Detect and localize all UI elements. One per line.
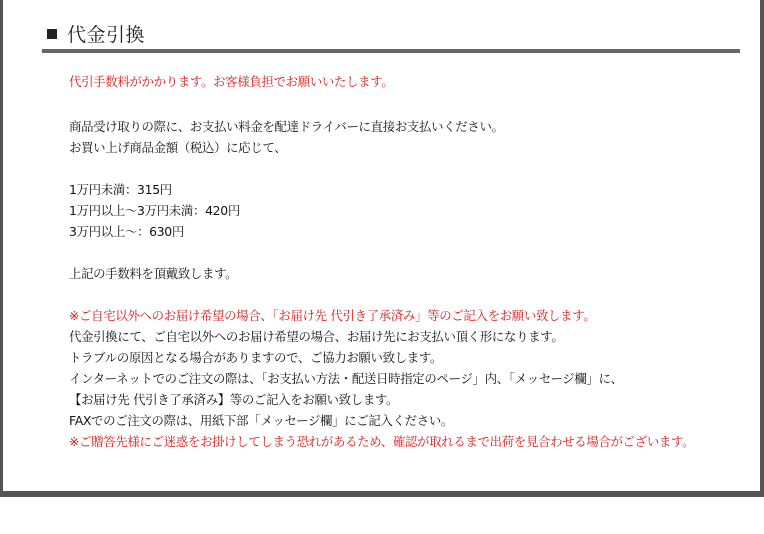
section-heading: [47, 18, 145, 48]
fee-footer: 上記の手数料を頂戴致します。: [69, 266, 238, 281]
spacer: [69, 284, 754, 305]
fee-notice: 代引手数料がかかります。お客様負担でお願いいたします。: [69, 74, 394, 89]
fee-item: 1万円以上〜3万円未満：420円: [69, 203, 240, 218]
other-address-line-4: 【お届け先 代引き了承済み】等のご記入をお願い致します。: [69, 392, 399, 407]
other-address-line-2: トラブルの原因となる場合がありますので、ご協力お願い致します。: [69, 350, 443, 365]
heading-divider: [42, 49, 740, 53]
other-address-line-3: インターネットでのご注文の際は、「お支払い方法・配送日時指定のページ」内、「メッセージ欄」に、: [69, 371, 623, 386]
fee-item: 1万円未満：315円: [69, 182, 172, 197]
other-address-warning: ※ご自宅以外へのお届け希望の場合、「お届け先 代引き了承済み」等のご記入をお願い致します。: [69, 308, 596, 323]
fee-item: 3万円以上〜：630円: [69, 224, 184, 239]
payment-line-2: お買い上げ商品金額（税込）に応じて、: [69, 140, 287, 155]
content-body: [69, 71, 754, 452]
spacer: [69, 158, 754, 179]
square-bullet-icon: [47, 29, 57, 39]
spacer: [69, 242, 754, 263]
section-title: 代金引換: [67, 23, 146, 46]
spacer: [69, 92, 754, 116]
other-address-line-5: FAXでのご注文の際は、用紙下部「メッセージ欄」にご記入ください。: [69, 413, 454, 428]
other-address-line-1: 代金引換にて、ご自宅以外へのお届け希望の場合、お届け先にお支払い頂く形になります。: [69, 329, 564, 344]
gift-warning: ※ご贈答先様にご迷惑をお掛けしてしまう恐れがあるため、確認が取れるまで出荷を見合わせる場合がございます。: [69, 434, 695, 449]
payment-line-1: 商品受け取りの際に、お支払い料金を配達ドライバーに直接お支払いください。: [69, 119, 504, 134]
